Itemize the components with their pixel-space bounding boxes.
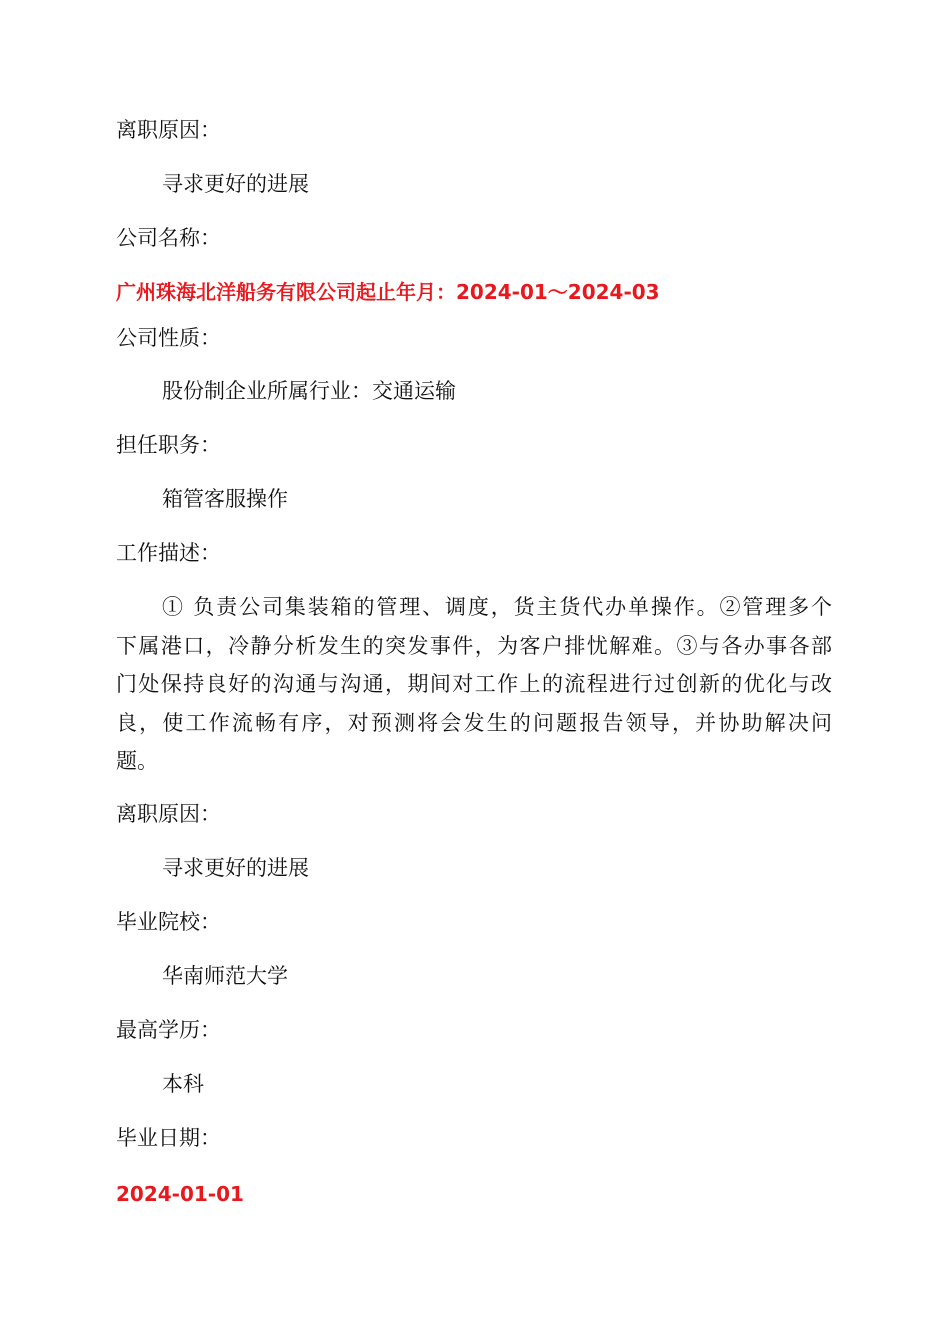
description-line: 良，使工作流畅有序，对预测将会发生的问题报告领导，并协助解决问 (116, 710, 832, 735)
description-line: 门处保持良好的沟通与沟通，期间对工作上的流程进行过创新的优化与改 (116, 672, 832, 696)
highest-degree-value: 本科 (162, 1072, 204, 1096)
graduation-date-value: 2024-01-01 (116, 1182, 244, 1206)
resign-reason-value-2: 寻求更好的进展 (162, 856, 309, 880)
resign-reason-value: 寻求更好的进展 (162, 172, 309, 196)
highest-degree-label: 最高学历： (116, 1018, 221, 1042)
company-name-label: 公司名称： (116, 226, 221, 250)
company-type-label: 公司性质： (116, 326, 221, 350)
graduated-school-value: 华南师范大学 (162, 964, 288, 988)
company-type-value: 股份制企业所属行业：交通运输 (162, 379, 456, 403)
description-line: 题。 (116, 749, 158, 773)
graduation-date-label: 毕业日期： (116, 1126, 221, 1150)
resign-reason-label-2: 离职原因： (116, 802, 221, 826)
position-value: 箱管客服操作 (162, 487, 288, 511)
job-description-label: 工作描述： (116, 541, 221, 565)
graduated-school-label: 毕业院校： (116, 910, 221, 934)
description-line: 下属港口，冷静分析发生的突发事件，为客户排忧解难。③与各办事各部 (116, 633, 832, 658)
job-description-text (116, 588, 832, 781)
position-label: 担任职务： (116, 433, 221, 457)
company-name-value: 广州珠海北洋船务有限公司起止年月：2024-01～2024-03 (116, 280, 660, 304)
resign-reason-label: 离职原因： (116, 118, 221, 142)
description-line: ① 负责公司集装箱的管理、调度，货主货代办单操作。②管理多个 (162, 595, 832, 619)
